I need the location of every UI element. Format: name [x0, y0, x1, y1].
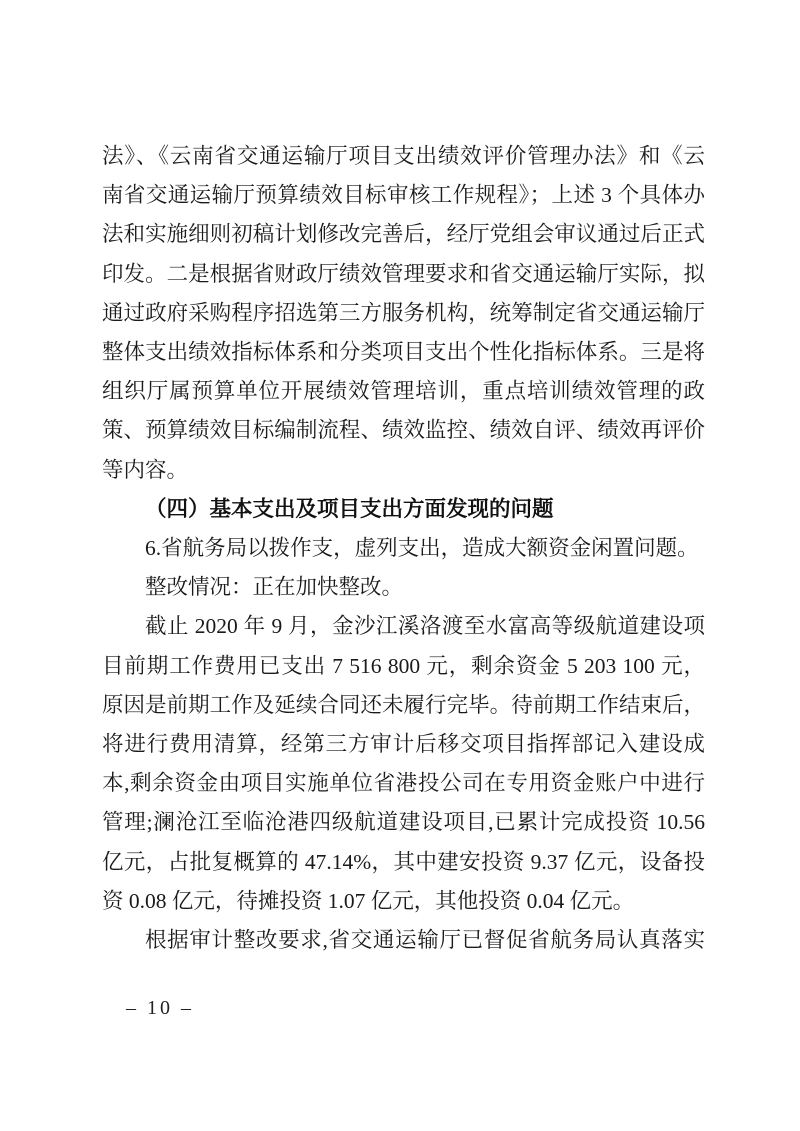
text-line: 整体支出绩效指标体系和分类项目支出个性化指标体系。三是将: [102, 340, 705, 365]
text-line: 管理;澜沧江至临沧港四级航道建设项目,已累计完成投资 10.56: [102, 810, 705, 835]
text-line: 目前期工作费用已支出 7 516 800 元，剩余资金 5 203 100 元，: [102, 653, 705, 678]
text-line: 南省交通运输厅预算绩效目标审核工作规程》；上述 3 个具体办: [102, 183, 705, 208]
text-line: 将进行费用清算，经第三方审计后移交项目指挥部记入建设成: [102, 732, 705, 757]
text-line: 印发。二是根据省财政厅绩效管理要求和省交通运输厅实际，拟: [102, 261, 705, 286]
text-line: 资 0.08 亿元，待摊投资 1.07 亿元，其他投资 0.04 亿元。: [102, 888, 635, 913]
text-line: 通过政府采购程序招选第三方服务机构，统筹制定省交通运输厅: [102, 300, 705, 325]
text-line: 截止 2020 年 9 月，金沙江溪洛渡至水富高等级航道建设项: [145, 614, 705, 639]
text-line: 本,剩余资金由项目实施单位省港投公司在专用资金账户中进行: [102, 771, 705, 796]
text-line: 法》、《云南省交通运输厅项目支出绩效评价管理办法》和《云: [102, 144, 705, 168]
text-line: 组织厅属预算单位开展绩效管理培训，重点培训绩效管理的政: [102, 379, 705, 404]
text-line: 整改情况：正在加快整改。: [145, 575, 404, 600]
section-heading: （四）基本支出及项目支出方面发现的问题: [145, 496, 554, 521]
text-line: 亿元，占批复概算的 47.14%，其中建安投资 9.37 亿元，设备投: [102, 849, 705, 874]
page-number: – 10 –: [126, 997, 194, 1019]
text-line: 根据审计整改要求,省交通运输厅已督促省航务局认真落实: [145, 928, 705, 953]
text-line: 法和实施细则初稿计划修改完善后，经厅党组会审议通过后正式: [102, 222, 705, 247]
text-line: 策、预算绩效目标编制流程、绩效监控、绩效自评、绩效再评价: [102, 418, 705, 443]
text-line: 6.省航务局以拨作支，虚列支出，造成大额资金闲置问题。: [145, 536, 699, 561]
text-line: 等内容。: [102, 457, 189, 482]
document-text-block: [102, 137, 705, 960]
text-line: 原因是前期工作及延续合同还未履行完毕。待前期工作结束后，: [102, 692, 705, 717]
